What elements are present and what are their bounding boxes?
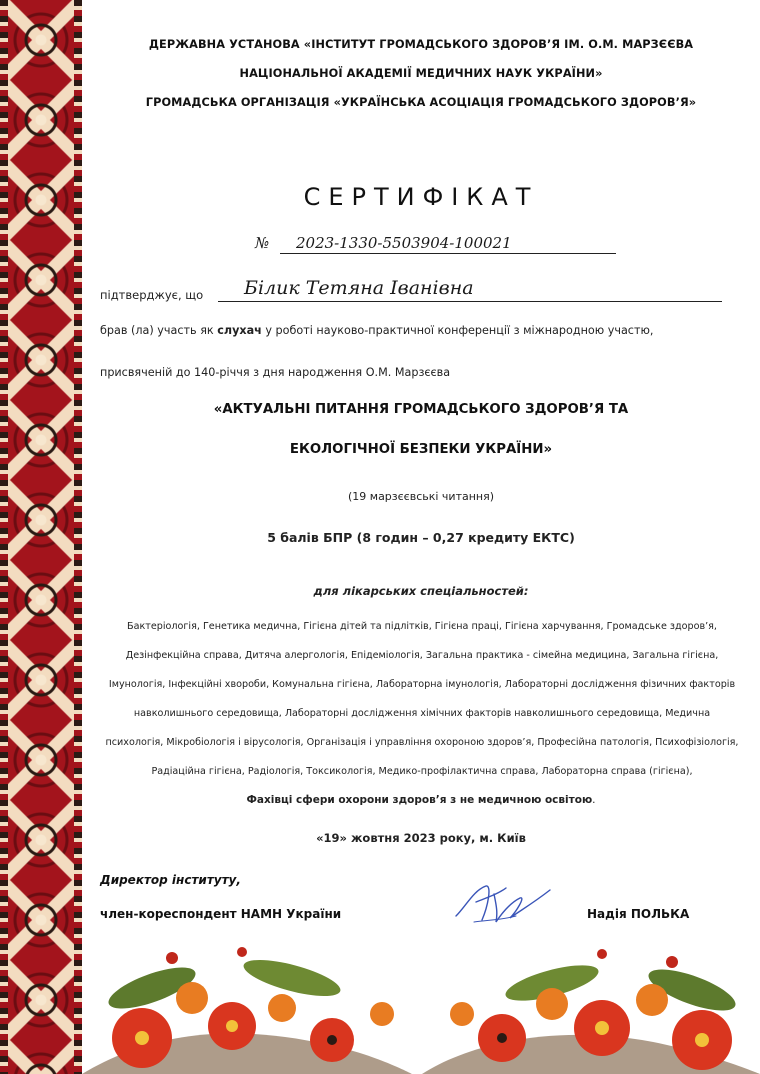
non-medical-specialists bbox=[82, 794, 760, 806]
header-organization-line: ГРОМАДСЬКА ОРГАНІЗАЦІЯ «УКРАЇНСЬКА АСОЦІАЦІЯ ГРОМАДСЬКОГО ЗДОРОВ’Я» bbox=[145, 96, 697, 109]
dedication-text: присвяченій до 140-річчя з дня народження О.М. Марзєєва bbox=[100, 366, 451, 379]
specialties-heading: для лікарських спеціальностей: bbox=[313, 584, 529, 598]
signatory-position-1: Директор інституту, bbox=[100, 873, 241, 887]
non-medical-text: Фахівці сфери охорони здоров’я з не медичною освітою bbox=[246, 794, 593, 806]
certificate-body bbox=[82, 0, 760, 1074]
conference-title-line-1: «АКТУАЛЬНІ ПИТАННЯ ГРОМАДСЬКОГО ЗДОРОВ’Я ТА bbox=[213, 402, 629, 417]
confirm-label: підтверджує, що bbox=[100, 288, 204, 302]
specialties-list: Бактеріологія, Генетика медична, Гігієна дітей та підлітків, Гігієна праці, Гігієна харчування, Громадське здоров’я, Дезінфекційна справа, Дитяча алергологія, Епідеміологія, Загальна практика - сімейна медицина, Загальна гігієна, Імунологія, Інфекційні хвороби, Комунальна гігієна, Лабораторна імунологія, Лабораторні дослідження фізичних факторів навколишнього середовища, Лабораторні дослідження хімічних факторів навколишнього середовища, Медична психологія, Мікробіологія і вірусологія, Організація і управління охороною здоров’я, Професійна патологія, Психофізіологія, Радіаційна гігієна, Радіологія, Токсикологія, Медико-профілактична справа, Лабораторна справа (гігієна), bbox=[105, 621, 739, 777]
participation-text bbox=[100, 324, 725, 337]
participation-suffix: у роботі науково-практичної конференції з міжнародною участю, bbox=[261, 324, 654, 337]
conference-title-line-2: ЕКОЛОГІЧНОЇ БЕЗПЕКИ УКРАЇНИ» bbox=[289, 442, 553, 457]
header-institution-line: ДЕРЖАВНА УСТАНОВА «ІНСТИТУТ ГРОМАДСЬКОГО ЗДОРОВ’Я ІМ. О.М. МАРЗЄЄВА bbox=[148, 38, 694, 51]
floral-decoration bbox=[82, 928, 760, 1074]
credits-info: 5 балів БПР (8 годин – 0,27 кредиту ЕКТС) bbox=[267, 530, 575, 545]
participation-prefix: брав (ла) участь як bbox=[100, 324, 218, 337]
signatory-position-2: член-кореспондент НАМН України bbox=[100, 907, 342, 921]
number-sign: № bbox=[255, 234, 270, 252]
readings-subtitle: (19 марзєєвські читання) bbox=[347, 490, 495, 503]
recipient-name: Білик Тетяна Іванівна bbox=[218, 276, 722, 302]
recipient-row bbox=[100, 276, 725, 304]
date-and-place: «19» жовтня 2023 року, м. Київ bbox=[316, 831, 526, 845]
certificate-number: 2023-1330-5503904-100021 bbox=[280, 234, 616, 254]
ornamental-embroidery-border bbox=[0, 0, 82, 1074]
signatory-name: Надія ПОЛЬКА bbox=[587, 907, 690, 921]
certificate-number-row bbox=[255, 234, 617, 256]
certificate-title: СЕРТИФІКАТ bbox=[303, 183, 539, 211]
header-academy-line: НАЦІОНАЛЬНОЇ АКАДЕМІЇ МЕДИЧНИХ НАУК УКРАЇНИ» bbox=[239, 67, 603, 80]
participant-role: слухач bbox=[217, 324, 262, 337]
non-medical-period: . bbox=[592, 794, 596, 806]
handwritten-signature bbox=[446, 876, 556, 932]
